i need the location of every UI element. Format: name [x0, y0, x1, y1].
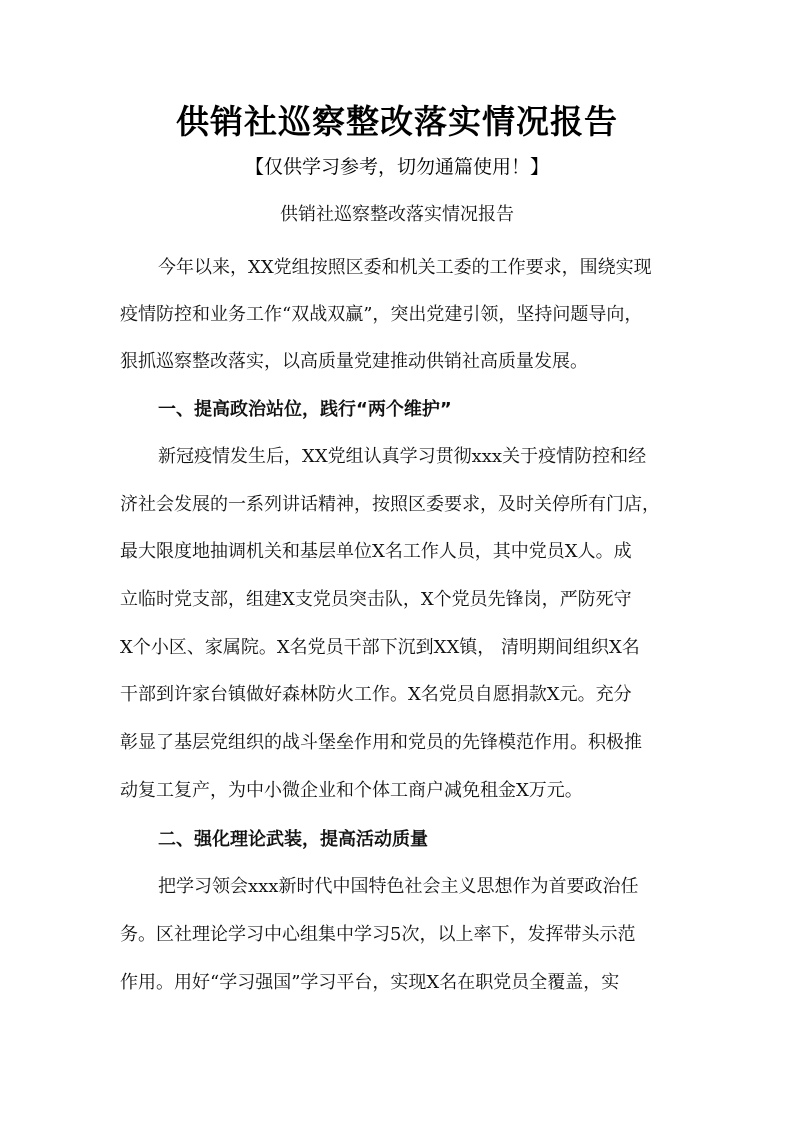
paragraph-line: 动复工复产，为中小微企业和个体工商户减免租金X万元。 [120, 780, 583, 801]
paragraph-line: 彰显了基层党组织的战斗堡垒作用和党员的先锋模范作用。积极推 [120, 732, 642, 753]
paragraph-line: 狠抓巡察整改落实，以高质量党建推动供销社高质量发展。 [120, 351, 588, 372]
section-heading-2: 二、强化理论武装，提高活动质量 [158, 829, 428, 850]
paragraph-line: 最大限度地抽调机关和基层单位X名工作人员，其中党员X人。成 [120, 541, 632, 562]
section-heading-1: 一、提高政治站位，践行“两个维护” [158, 399, 452, 420]
paragraph-line: 今年以来，XX党组按照区委和机关工委的工作要求，围绕实现 [158, 257, 652, 278]
usage-notice: 【仅供学习参考，切勿通篇使用！】 [244, 156, 549, 178]
paragraph-line: 疫情防控和业务工作“双战双赢”，突出党建引领，坚持问题导向， [120, 304, 643, 325]
document-subtitle: 供销社巡察整改落实情况报告 [280, 204, 514, 225]
document-title: 供销社巡察整改落实情况报告 [176, 102, 618, 141]
paragraph-line: 济社会发展的一系列讲话精神，按照区委要求，及时关停所有门店， [120, 494, 660, 515]
paragraph-line: 把学习领会xxx新时代中国特色社会主义思想作为首要政治任 [158, 876, 639, 897]
paragraph-line: X个小区、家属院。X名党员干部下沉到XX镇， 清明期间组织X名 [120, 637, 640, 658]
paragraph-line: 干部到许家台镇做好森林防火工作。X名党员自愿捐款X元。充分 [120, 684, 632, 705]
paragraph-line: 立临时党支部，组建X支党员突击队，X个党员先锋岗，严防死守 [120, 589, 632, 610]
paragraph-line: 新冠疫情发生后，XX党组认真学习贯彻xxx关于疫情防控和经 [158, 446, 647, 467]
paragraph-line: 务。区社理论学习中心组集中学习5次，以上率下，发挥带头示范 [120, 924, 636, 945]
paragraph-line: 作用。用好“学习强国”学习平台，实现X名在职党员全覆盖，实 [120, 972, 620, 993]
